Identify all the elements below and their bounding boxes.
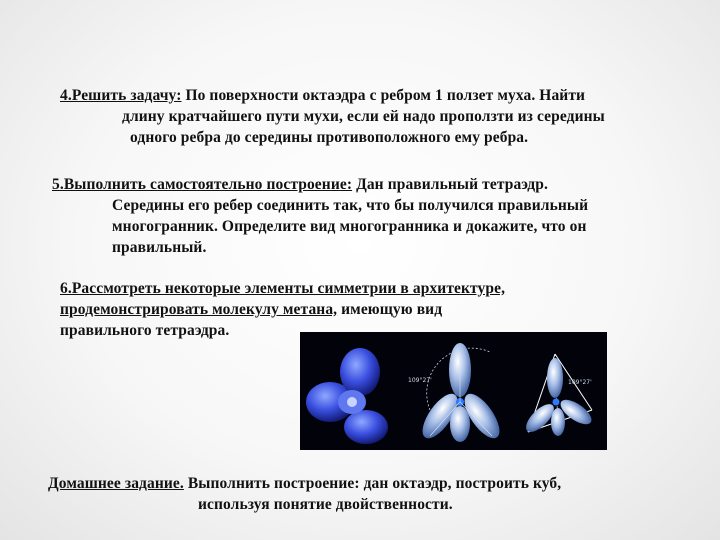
task-5-paragraph <box>52 174 588 258</box>
task-6-line-3: правильного тетраэдра. <box>60 322 230 339</box>
methane-link-text: продемонстрировать молекулу метана, <box>60 301 338 318</box>
task-6-line-2 <box>60 299 505 320</box>
angle-label-2: 109°27' <box>568 379 592 386</box>
task-6-line-2-rest: имеющую вид <box>337 301 443 318</box>
task-5-text: Дан правильный тетраэдр. <box>352 176 548 193</box>
task-5-line-1 <box>52 174 588 195</box>
task-4-line-3: одного ребра до середины противоположного ему ребра. <box>130 129 529 146</box>
tetrahedral-lobe-model <box>408 343 506 444</box>
task-4-text: По поверхности октаэдра с ребром 1 ползет муха. Найти <box>181 87 586 104</box>
homework-paragraph <box>48 473 561 515</box>
task-4-line-1 <box>60 85 605 106</box>
homework-label: Домашнее задание. <box>48 475 184 492</box>
homework-text: Выполнить построение: дан октаэдр, построить куб, <box>183 475 562 492</box>
blue-orbital-model <box>306 348 388 444</box>
task-4-label: 4.Решить задачу: <box>60 87 182 104</box>
task-6-line-1: 6.Рассмотреть некоторые элементы симметрии в архитектуре, <box>60 280 506 297</box>
task-4-paragraph <box>60 85 605 148</box>
angle-label-1: 109°27' <box>408 377 432 384</box>
task-5-line-3: многогранник. Определите вид многогранника и докажите, что он <box>112 218 587 235</box>
task-4-line-2: длину кратчайшего пути мухи, если ей надо проползти из середины <box>122 108 605 125</box>
task-5-line-2: Середины его ребер соединить так, что бы получился правильный <box>112 197 589 214</box>
task-5-line-4: правильный. <box>112 239 207 256</box>
homework-line-2: используя понятие двойственности. <box>198 496 453 513</box>
methane-molecule-image <box>300 332 607 450</box>
tetrahedron-frame-model <box>522 354 596 436</box>
task-5-label: 5.Выполнить самостоятельно построение: <box>52 176 353 193</box>
homework-line-1 <box>48 473 561 494</box>
